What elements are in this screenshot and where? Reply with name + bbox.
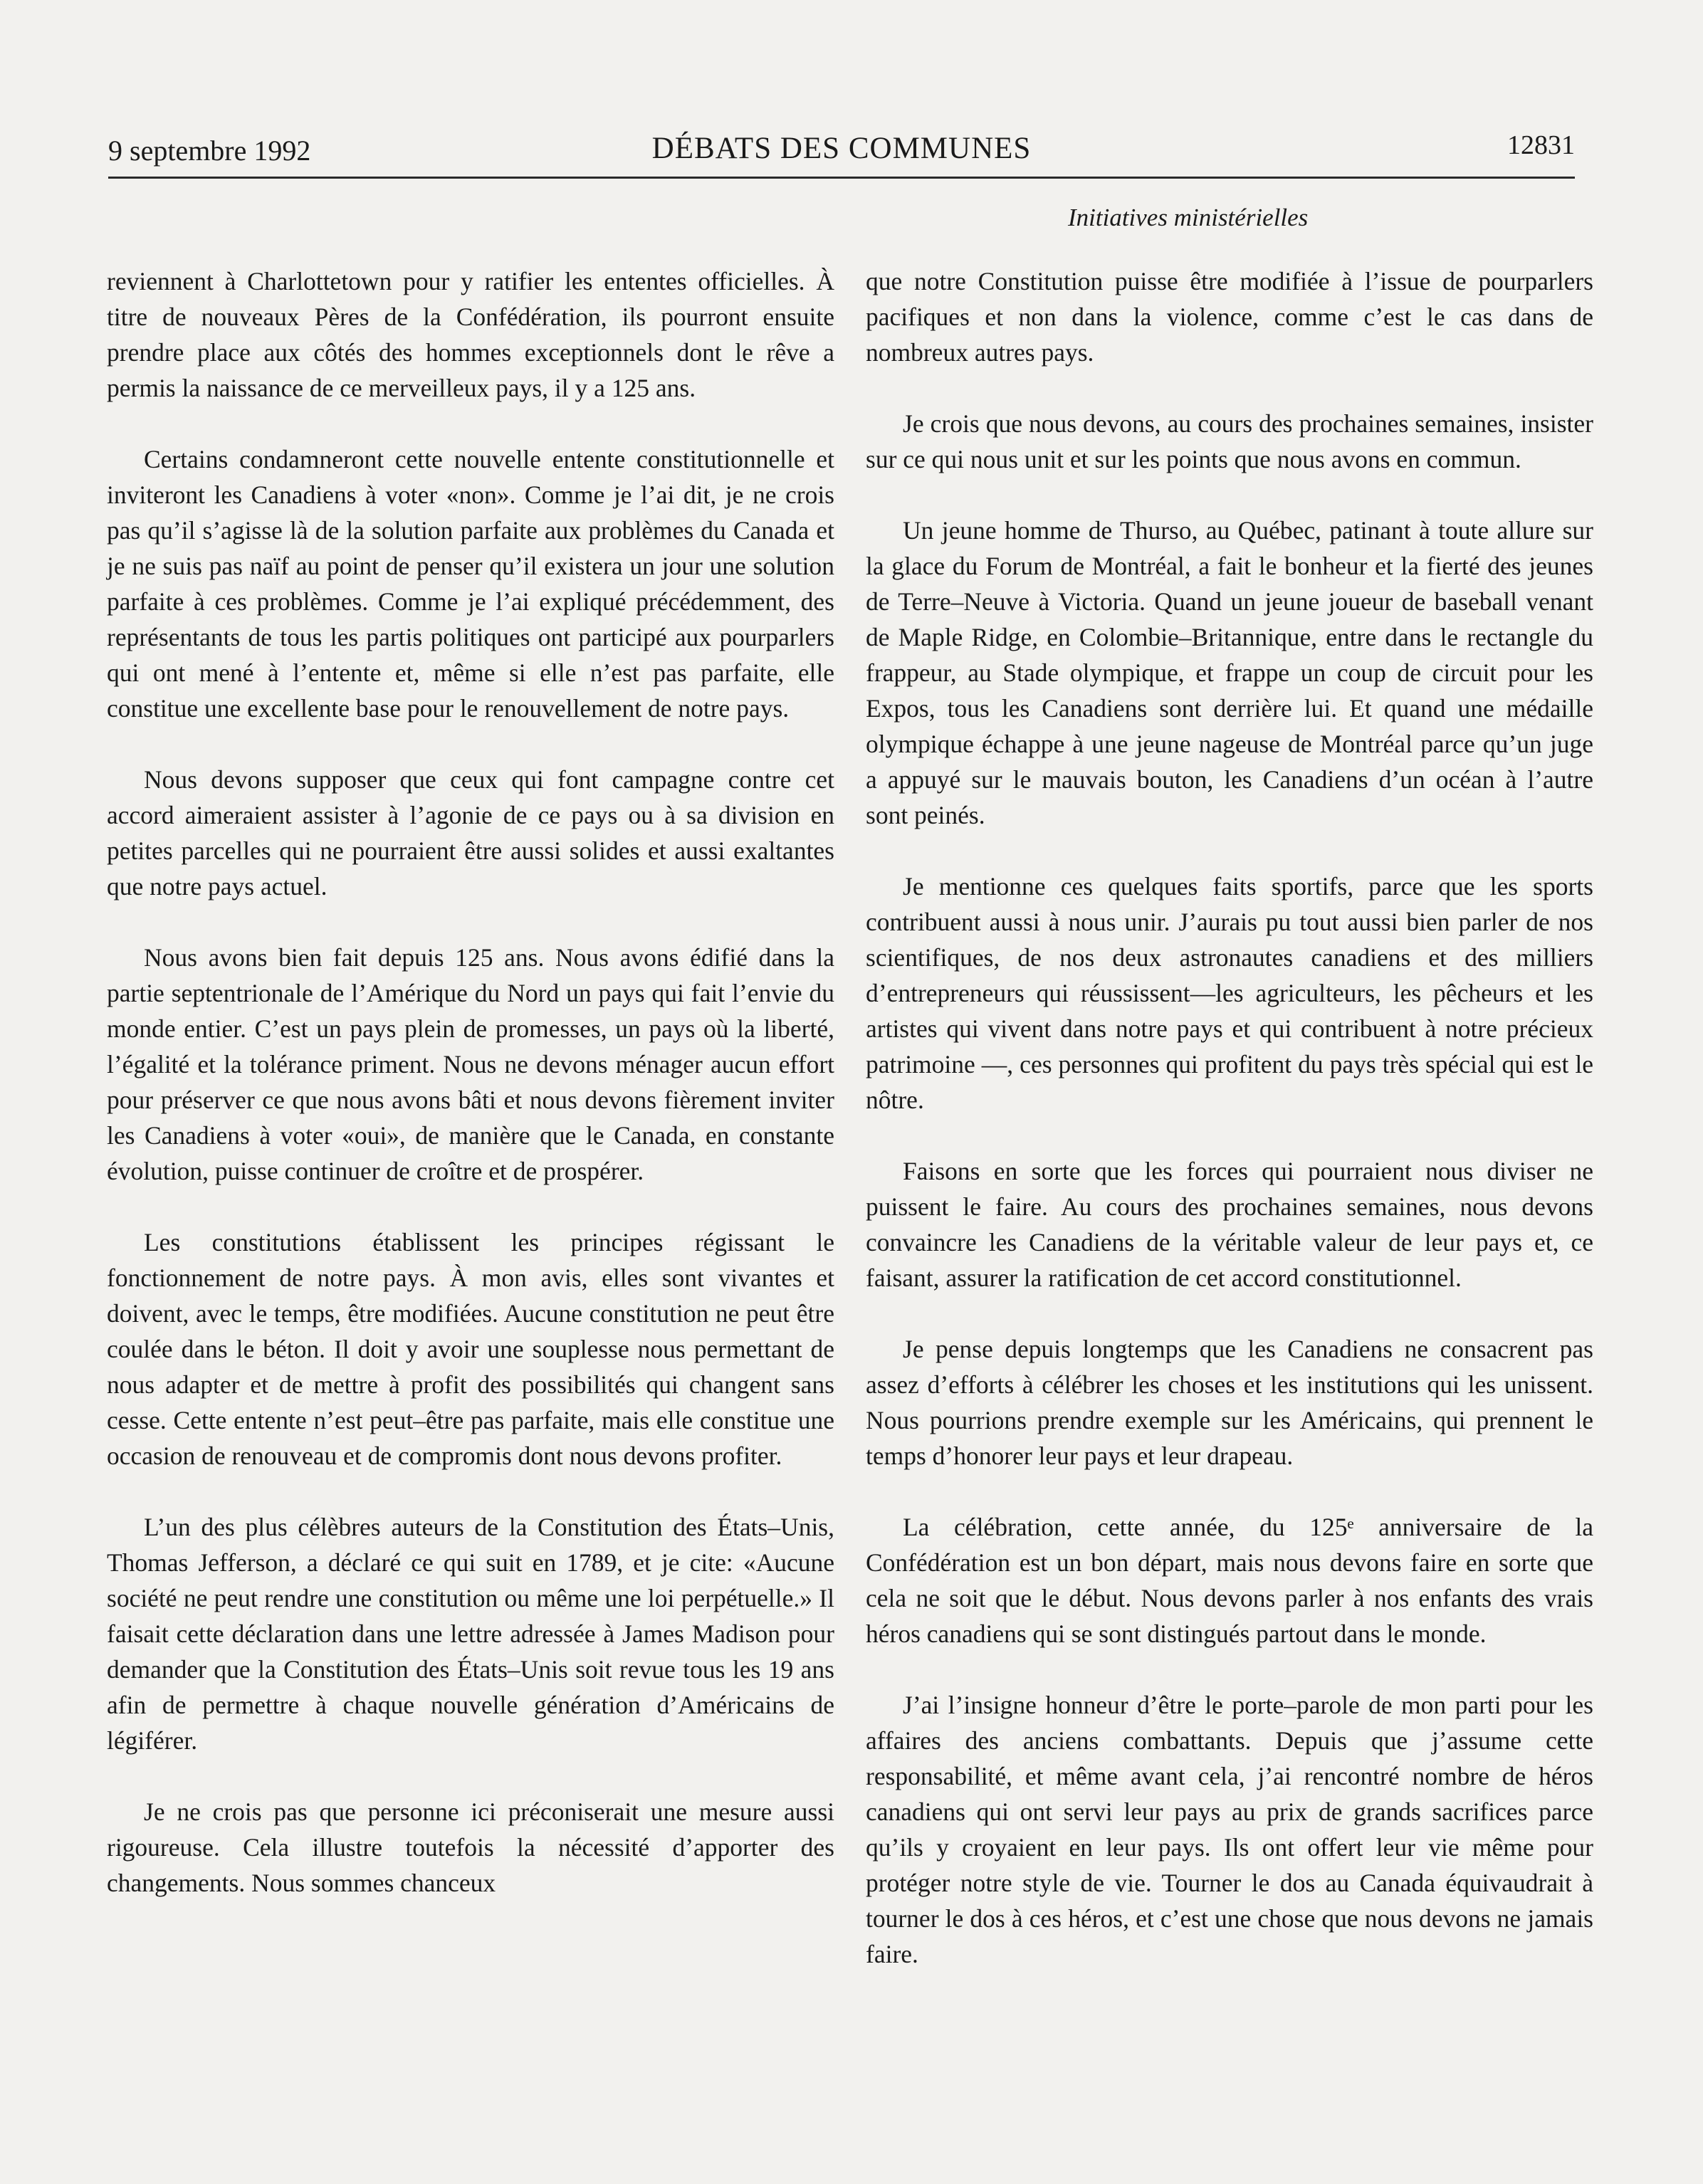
paragraph: Faisons en sorte que les forces qui pourraient nous diviser ne puissent le faire. Au cours des prochaines semaines, nous devons convaincre les Canadiens de la véritable valeur de leur pays et, ce faisant, assurer la ratification de cet accord constitutionnel. [866, 1157, 1593, 1292]
left-column [107, 263, 834, 1901]
right-column [866, 263, 1593, 1972]
paragraph: Les constitutions établissent les principes régissant le fonctionnement de notre pays. À mon avis, elles sont vivantes et doivent, avec le temps, être modifiées. Aucune constitution ne peut être coulée dans le béton. Il doit y avoir une souplesse nous permettant de nous adapter et de mettre à profit des possibilités qui changent sans cesse. Cette entente n’est peut–être pas parfaite, mais elle constitue une occasion de renouveau et de compromis dont nous devons profiter. [107, 1228, 834, 1470]
paragraph: Je ne crois pas que personne ici préconiserait une mesure aussi rigoureuse. Cela illustre toutefois la nécessité d’apporter des changements. Nous sommes chanceux [107, 1797, 834, 1897]
header-rule [108, 177, 1575, 179]
paragraph: Je mentionne ces quelques faits sportifs, parce que les sports contribuent aussi à nous unir. J’aurais pu tout aussi bien parler de nos scientifiques, de nos deux astronautes canadiens et des milliers d’entrepreneurs qui réussissent—les agriculteurs, les pêcheurs et les artistes qui vivent dans notre pays et qui contribuent à notre précieux patrimoine —, ces personnes qui profitent du pays très spécial qui est le nôtre. [866, 872, 1593, 1114]
header-date: 9 septembre 1992 [108, 135, 311, 167]
paragraph: Un jeune homme de Thurso, au Québec, patinant à toute allure sur la glace du Forum de Montréal, a fait le bonheur et la fierté des jeunes de Terre–Neuve à Victoria. Quand un jeune joueur de baseball venant de Maple Ridge, en Colombie–Britannique, entre dans le rectangle du frappeur, au Stade olympique, et frappe un coup de circuit pour les Expos, tous les Canadiens sont derrière lui. Et quand une médaille olympique échappe à une jeune nageuse de Montréal parce qu’un juge a appuyé sur le mauvais bouton, les Canadiens d’un océan à l’autre sont peinés. [866, 516, 1593, 829]
paragraph: J’ai l’insigne honneur d’être le porte–parole de mon parti pour les affaires des anciens combattants. Depuis que j’assume cette responsabilité, et même avant cela, j’ai rencontré nombre de héros canadiens qui ont servi leur pays au prix de grands sacrifices parce qu’ils y croyaient en leur pays. Ils ont offert leur vie même pour protéger notre style de vie. Tourner le dos au Canada équivaudrait à tourner le dos à ces héros, et c’est une chose que nous devons ne jamais faire. [866, 1691, 1593, 1968]
header-page-number: 12831 [1507, 130, 1575, 160]
paragraph: Je crois que nous devons, au cours des prochaines semaines, insister sur ce qui nous unit et sur les points que nous avons en commun. [866, 409, 1593, 473]
paragraph: Nous avons bien fait depuis 125 ans. Nous avons édifié dans la partie septentrionale de l’Amérique du Nord un pays qui fait l’envie du monde entier. C’est un pays plein de promesses, un pays où la liberté, l’égalité et la tolérance priment. Nous ne devons ménager aucun effort pour préserver ce que nous avons bâti et nous devons fièrement inviter les Canadiens à voter «oui», de manière que le Canada, en constante évolution, puisse continuer de croître et de prospérer. [107, 943, 834, 1185]
paragraph: que notre Constitution puisse être modifiée à l’issue de pourparlers pacifiques et non dans la violence, comme c’est le cas dans de nombreux autres pays. [866, 267, 1593, 367]
paragraph: La célébration, cette année, du 125ᵉ anniversaire de la Confédération est un bon départ, mais nous devons faire en sorte que cela ne soit que le début. Nous devons parler à nos enfants des vrais héros canadiens qui se sont distingués partout dans le monde. [866, 1513, 1593, 1648]
paragraph: Je pense depuis longtemps que les Canadiens ne consacrent pas assez d’efforts à célébrer les choses et les institutions qui les unissent. Nous pourrions prendre exemple sur les Américains, qui prennent le temps d’honorer leur pays et leur drapeau. [866, 1335, 1593, 1470]
paragraph: L’un des plus célèbres auteurs de la Constitution des États–Unis, Thomas Jefferson, a déclaré ce qui suit en 1789, et je cite: «Aucune société ne peut rendre une constitution ou même une loi perpétuelle.» Il faisait cette déclaration dans une lettre adressée à James Madison pour demander que la Constitution des États–Unis soit revue tous les 19 ans afin de permettre à chaque nouvelle génération d’Américains de légiférer. [107, 1513, 834, 1755]
section-label: Initiatives ministérielles [1068, 204, 1309, 231]
paragraph: Nous devons supposer que ceux qui font campagne contre cet accord aimeraient assister à l’agonie de ce pays ou à sa division en petites parcelles qui ne pourraient être aussi solides et aussi exaltantes que notre pays actuel. [107, 765, 834, 901]
paragraph: reviennent à Charlottetown pour y ratifier les ententes officielles. À titre de nouveaux Pères de la Confédération, ils pourront ensuite prendre place aux côtés des hommes exceptionnels dont le rêve a permis la naissance de ce merveilleux pays, il y a 125 ans. [107, 267, 834, 402]
paragraph: Certains condamneront cette nouvelle entente constitutionnelle et inviteront les Canadiens à voter «non». Comme je l’ai dit, je ne crois pas qu’il s’agisse là de la solution parfaite aux problèmes du Canada et je ne suis pas naïf au point de penser qu’il existera un jour une solution parfaite à ces problèmes. Comme je l’ai expliqué précédemment, des représentants de tous les partis politiques ont participé aux pourparlers qui ont mené à l’entente et, même si elle n’est pas parfaite, elle constitue une excellente base pour le renouvellement de notre pays. [107, 445, 834, 723]
page-header [108, 120, 1575, 177]
header-title: DÉBATS DES COMMUNES [651, 132, 1032, 165]
